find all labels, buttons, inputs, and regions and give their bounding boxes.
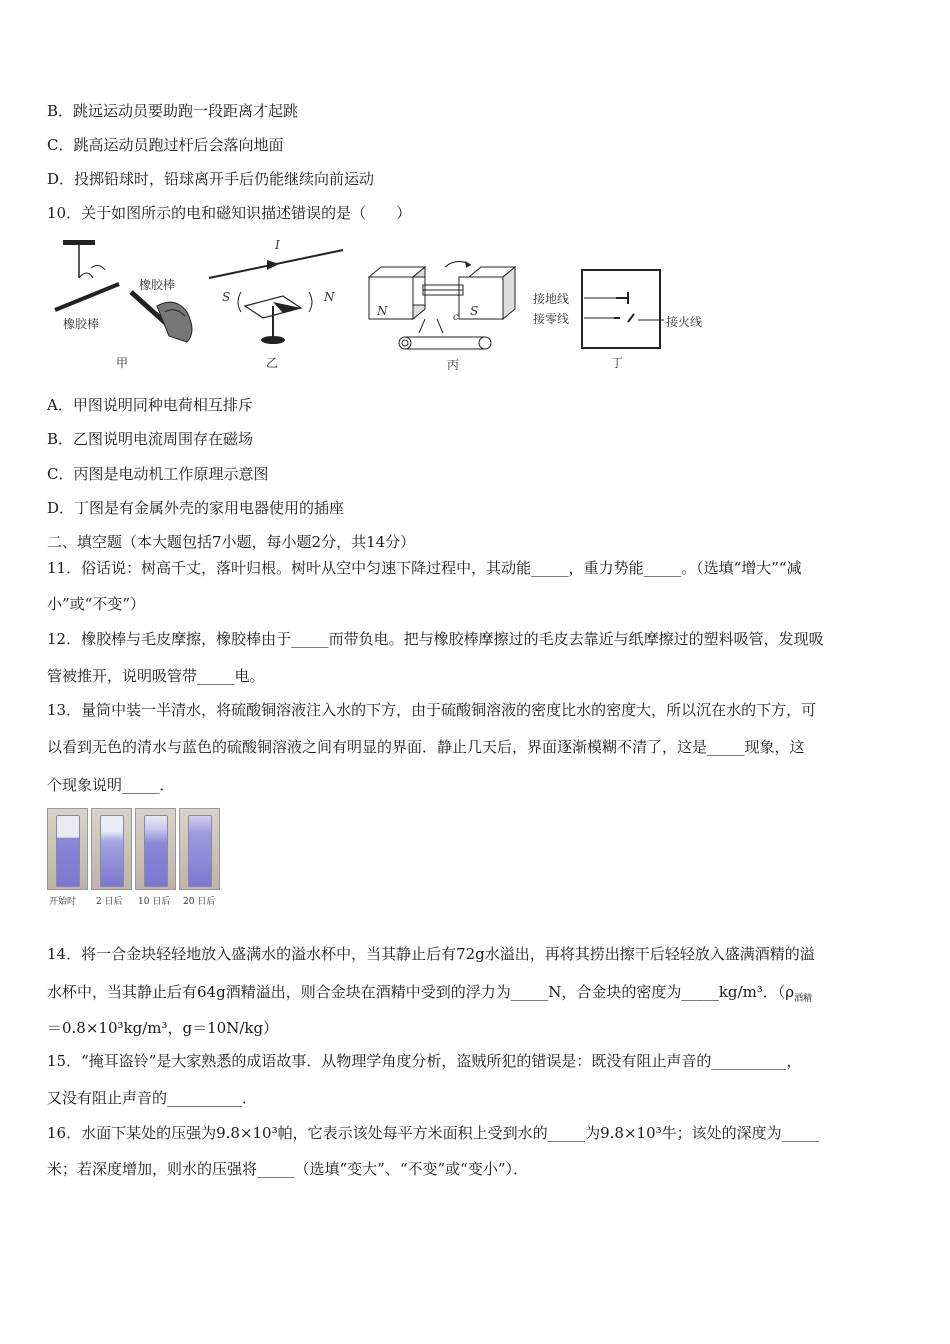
q14-line-3: ＝0.8×10³kg/m³，g＝10N/kg） bbox=[47, 1019, 279, 1037]
figure-ding-neutral-wire-label: 接零线 bbox=[533, 312, 570, 326]
q10-stem: 10．关于如图所示的电和磁知识描述错误的是（ ） bbox=[47, 204, 412, 222]
q13-photo-start bbox=[47, 808, 88, 890]
figure-bing-diagram bbox=[365, 255, 525, 355]
figure-yi-label: 乙 bbox=[266, 356, 279, 370]
q13-caption-3: 10 日后 bbox=[138, 897, 171, 907]
figure-jia-diagram bbox=[47, 238, 217, 353]
figure-yi-current-label: I bbox=[275, 238, 280, 252]
q15-line-2: 又没有阻止声音的__________． bbox=[47, 1089, 258, 1107]
q13-caption-4: 20 日后 bbox=[183, 897, 216, 907]
figure-ding-diagram bbox=[580, 268, 665, 352]
figure-bing-magnet-s: S bbox=[470, 304, 479, 318]
figure-jia-label: 甲 bbox=[116, 356, 129, 370]
figure-jia-rubber-rod-label-2: 橡胶棒 bbox=[63, 317, 100, 331]
q14-alcohol-subscript: 酒精 bbox=[794, 994, 813, 1004]
q13-photo-day20 bbox=[179, 808, 220, 890]
q16-line-1: 16．水面下某处的压强为9.8×10³帕，它表示该处每平方米面积上受到水的_____为9.8×10³牛；该处的深度为_____ bbox=[47, 1124, 820, 1142]
q13-caption-2: 2 日后 bbox=[96, 897, 123, 907]
q10-option-c: C．丙图是电动机工作原理示意图 bbox=[47, 465, 269, 483]
figure-ding-label: 丁 bbox=[611, 356, 624, 370]
q16-line-2: 米；若深度增加，则水的压强将_____（选填“变大”、“不变”或“变小”）． bbox=[47, 1160, 529, 1178]
q14-line-2-text: 水杯中，当其静止后有64g酒精溢出，则合金块在酒精中受到的浮力为_____N，合金块的密度为_____kg/m³．（ρ bbox=[47, 983, 795, 1001]
figure-ding-live-wire-label: 接火线 bbox=[666, 315, 703, 329]
figure-bing-magnet-n: N bbox=[377, 304, 388, 318]
figure-jia-rubber-rod-label-1: 橡胶棒 bbox=[139, 278, 176, 292]
q13-photo-day2 bbox=[91, 808, 132, 890]
q9-option-c: C．跳高运动员跑过杆后会落向地面 bbox=[47, 136, 284, 154]
figure-bing-label: 丙 bbox=[447, 358, 460, 372]
figure-ding-ground-wire-label: 接地线 bbox=[533, 292, 570, 306]
q12-line-1: 12．橡胶棒与毛皮摩擦，橡胶棒由于_____而带负电。把与橡胶棒摩擦过的毛皮去靠近与纸摩擦过的塑料吸管，发现吸 bbox=[47, 630, 824, 648]
q10-option-b: B．乙图说明电流周围存在磁场 bbox=[47, 430, 254, 448]
q14-line-1: 14．将一合金块轻轻地放入盛满水的溢水杯中，当其静止后有72g水溢出，再将其捞出擦干后轻轻放入盛满酒精的溢 bbox=[47, 945, 815, 963]
q9-option-d: D．投掷铅球时，铅球离开手后仍能继续向前运动 bbox=[47, 170, 375, 188]
q13-caption-1: 开始时 bbox=[49, 897, 77, 907]
figure-yi-pole-n: N bbox=[324, 290, 335, 304]
q13-line-1: 13．量筒中装一半清水，将硫酸铜溶液注入水的下方，由于硫酸铜溶液的密度比水的密度大，所以沉在水的下方，可 bbox=[47, 701, 817, 719]
section-title: 二、填空题（本大题包括7小题，每小题2分，共14分） bbox=[47, 533, 416, 551]
q15-line-1: 15．“掩耳盗铃”是大家熟悉的成语故事．从物理学角度分析，盗贼所犯的错误是：既没有阻止声音的__________， bbox=[47, 1052, 802, 1070]
q10-option-d: D．丁图是有金属外壳的家用电器使用的插座 bbox=[47, 499, 345, 517]
q9-option-b: B．跳远运动员要助跑一段距离才起跳 bbox=[47, 102, 299, 120]
q11-line-1: 11．俗话说：树高千丈，落叶归根。树叶从空中匀速下降过程中，其动能_____，重力势能_____。（选填“增大”“减 bbox=[47, 559, 802, 577]
q13-line-3: 个现象说明_____． bbox=[47, 776, 175, 794]
q14-line-2 bbox=[47, 981, 812, 1010]
q10-option-a: A．甲图说明同种电荷相互排斥 bbox=[47, 396, 253, 414]
q12-line-2: 管被推开，说明吸管带_____电。 bbox=[47, 667, 265, 685]
q11-line-2: 小”或“不变”） bbox=[47, 595, 146, 613]
q13-photo-day10 bbox=[135, 808, 176, 890]
q13-line-2: 以看到无色的清水与蓝色的硫酸铜溶液之间有明显的界面．静止几天后，界面逐渐模糊不清了，这是_____现象，这 bbox=[47, 738, 805, 756]
figure-yi-pole-s: S bbox=[222, 290, 231, 304]
figure-bing-coil-c: c bbox=[453, 312, 459, 323]
